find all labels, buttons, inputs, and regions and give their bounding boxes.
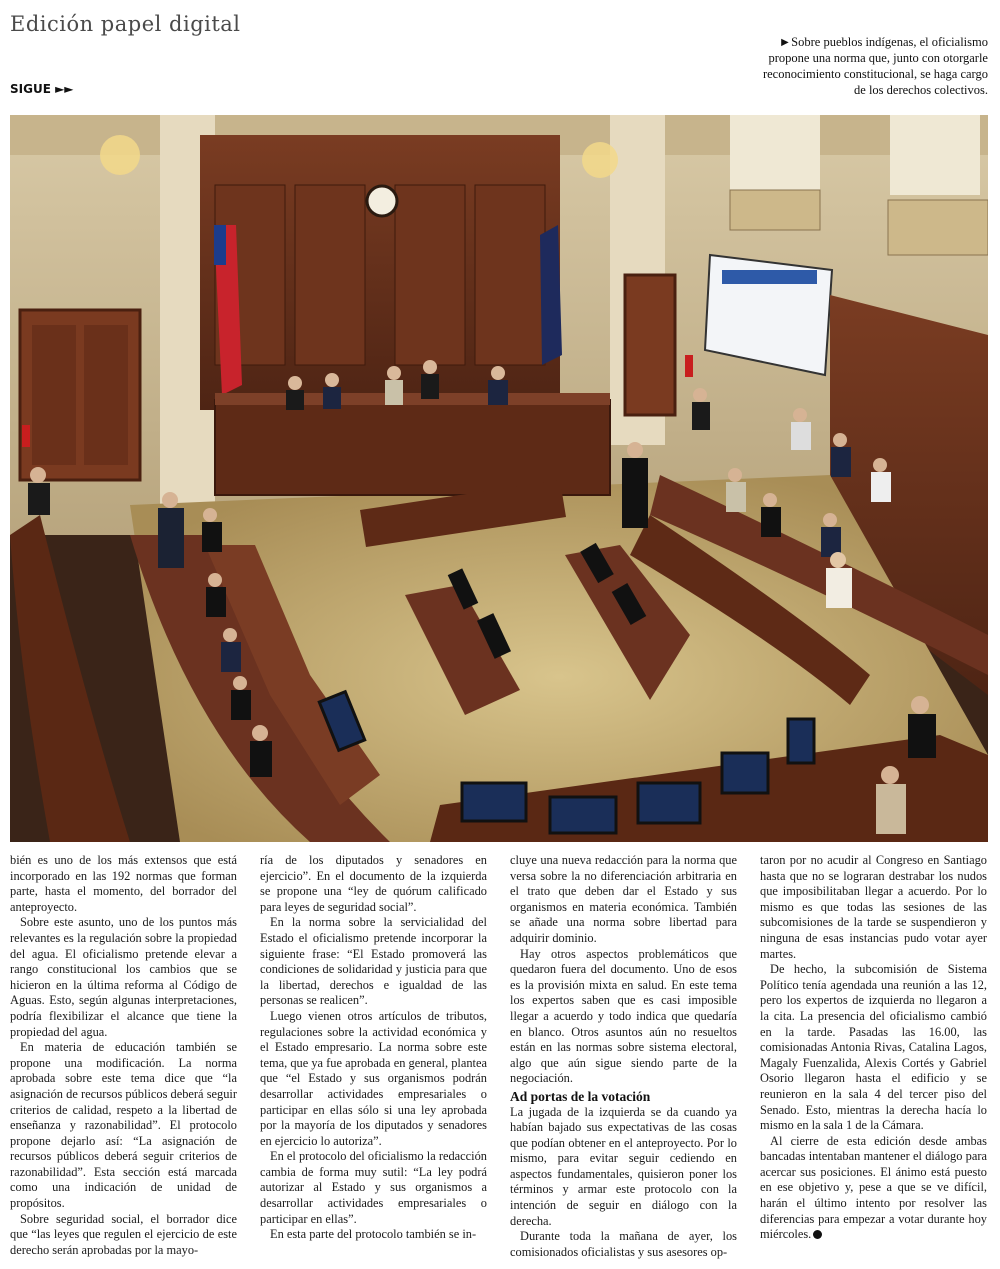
paragraph: taron por no acudir al Congreso en Santiago hasta que no se lograran destrabar los nudos que imposibilitaban llegar a acuerdo. Por lo mismo es que todas las sesiones de las subcomisiones de la tarde se suspendieron y ninguna de esas instancias pudo votar ayer martes. <box>760 853 987 961</box>
paragraph: En esta parte del protocolo también se in- <box>270 1227 477 1242</box>
article-column-1 <box>10 853 237 1261</box>
final-paragraph-text: Al cierre de esta edición desde ambas bancadas intentaban mantener el diálogo para acercar sus posiciones. El ánimo está puesto en ese objetivo y, pese a que se ve difícil, harán el último intento por resolver las diferencias para empezar a votar durante hoy miércoles. <box>760 1133 987 1242</box>
continue-link[interactable]: SIGUE ►► <box>10 82 74 96</box>
article-column-3 <box>510 853 737 1261</box>
paragraph <box>760 1134 987 1243</box>
masthead: Edición papel digital <box>10 12 241 36</box>
paragraph: En la norma sobre la servicialidad del Estado el oficialismo pretende incorporar la siguiente frase: “El Estado promoverá las condiciones de solidaridad y justicia para que la libertad, derechos e igualdad de las personas se realicen”. <box>260 915 487 1008</box>
paragraph: Sobre seguridad social, el borrador dice que “las leyes que regulen el ejercicio de este derecho serán aprobadas por la mayo- <box>10 1211 237 1257</box>
paragraph: En el protocolo del oficialismo la redacción cambia de forma muy sutil: “La ley podrá autorizar al Estado y sus organismos a desarrollar actividades empresariales o participar en ellas”. <box>260 1149 487 1226</box>
paragraph: ría de los diputados y senadores en ejercicio”. En el documento de la izquierda se propone una “ley de quórum calificado para leyes de seguridad social”. <box>260 853 487 914</box>
paragraph: Hay otros aspectos problemáticos que quedaron fuera del documento. Uno de esos es la provisión mixta en salud. En este tema los expertos saben que es casi imposible llegar a acuerdo y todo indica que quedaría en blanco. Otros asuntos aún no resueltos están en las normas sobre sistema electoral, algo que aún sigue siendo parte de la negociación. <box>510 946 737 1086</box>
paragraph: La jugada de la izquierda se da cuando ya habían bajado sus expectativas de las cosas que podían obtener en el anteproyecto. Por lo mismo, para evitar seguir cediendo en aspectos fundamentales, quisieron poner los términos y armar este protocolo con la intención de seguir en diálogo con la derecha. <box>510 1104 737 1228</box>
photo-caption: ►Sobre pueblos indígenas, el oficialismo propone una norma que, junto con otorgarle reconocimiento constitucional, se haga cargo de los derechos colectivos. <box>762 35 988 97</box>
subheading: Ad portas de la votación <box>510 1088 651 1104</box>
end-of-article-mark <box>813 1230 822 1239</box>
paragraph: cluye una nueva redacción para la norma que versa sobre la no diferenciación arbitraria en el trato que deben dar el Estado y sus organismos en materia económica. También se añade una norma sobre libertad para adquirir dominio. <box>510 853 737 945</box>
paragraph: En materia de educación también se propone una modificación. La norma aprobada sobre este tema dice que “la asignación de recursos públicos deberá seguir criterios de calidad, respeto a la libertad de enseñanza y razonabilidad”. El protocolo propone dejarlo así: “La asignación de recursos públicos deberá seguir criterios de razonabilidad”. Esta sección está marcada como una indicación de unidad de propósitos. <box>10 1040 237 1211</box>
chamber-photo <box>10 115 988 842</box>
article-column-4 <box>760 853 987 1261</box>
paragraph: Durante toda la mañana de ayer, los comisionados oficialistas y sus asesores op- <box>510 1229 737 1259</box>
paragraph: Luego vienen otros artículos de tributos, regulaciones sobre la actividad económica y el Estado empresario. La norma sobre este tema, que ya fue aprobada en general, plantea que “el Estado y sus organismos podrán desarrollar actividades empresariales o participar en ellas sólo si una ley aprobada por la mayoría de los diputados y senadores en ejercicio lo autoriza”. <box>260 1008 487 1148</box>
article-column-2 <box>260 853 487 1261</box>
paragraph: De hecho, la subcomisión de Sistema Político tenía agendada una reunión a las 12, pero los expertos de izquierda no llegaron a la cita. La presencia del oficialismo cambió en la tarde. Pasadas las 16.00, las comisionadas Antonia Rivas, Catalina Lagos, Magaly Fuenzalida, Alexis Cortés y Gabriel Osorio llegaron hasta el edificio y se reunieron en la sala 4 del tercer piso del Senado. Esto, mientras la derecha hacía lo mismo en la sala 1 de la Cámara. <box>760 962 987 1133</box>
paragraph: bién es uno de los más extensos que está incorporado en las 192 normas que forman parte, hasta el momento, del borrador del anteproyecto. <box>10 853 237 914</box>
article-body <box>10 853 988 1261</box>
chamber-illustration <box>10 115 988 842</box>
paragraph: Sobre este asunto, uno de los puntos más relevantes es la regulación sobre la propiedad del agua. El oficialismo pretende elevar a rango constitucional los cambios que se hicieron en la última reforma al Código de Aguas. Esto, según algunas interpretaciones, podría flexibilizar el alcance que tiene la propiedad del agua. <box>10 915 237 1039</box>
